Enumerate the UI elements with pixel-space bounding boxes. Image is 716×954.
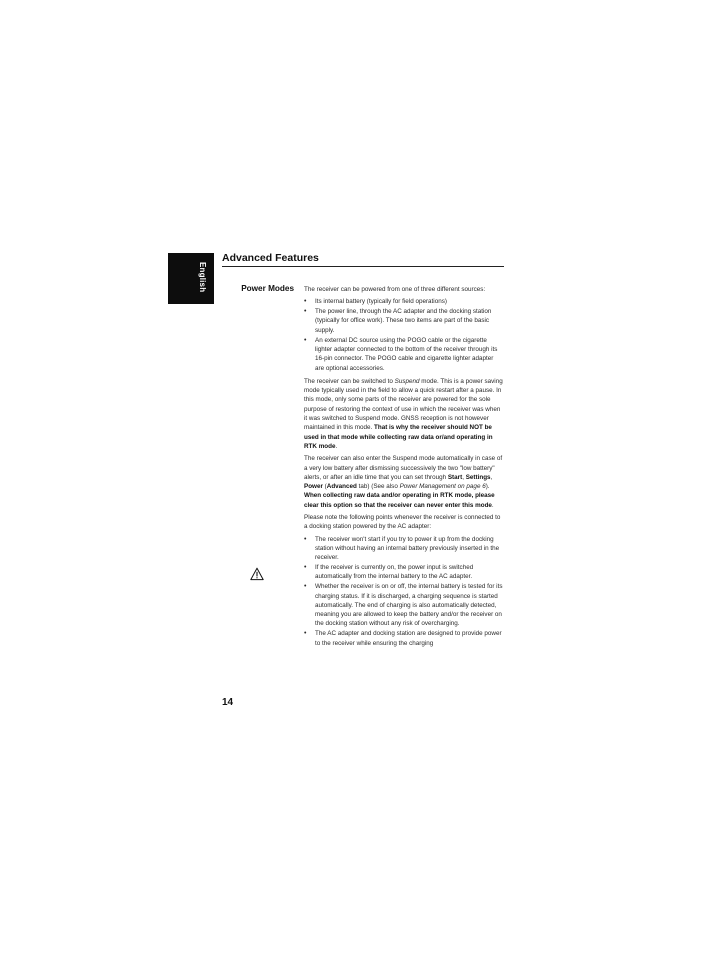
warning-triangle-icon [250,567,264,581]
section-heading: Power Modes [241,284,294,293]
language-tab-label: English [198,262,207,293]
docking-intro-paragraph: Please note the following points whenever the receiver is connected to a docking station powered by the AC adapter: [304,514,501,531]
list-item: • The power line, through the AC adapter and the docking station (typically for office work). These two items are part of the basic supply. [304,307,503,335]
power-sources-list [304,297,503,373]
language-tab [168,253,214,304]
page-number: 14 [222,697,234,708]
page-title: Advanced Features [222,252,319,264]
title-divider [222,266,504,267]
list-item: • If the receiver is currently on, the power input is switched automatically from the internal battery to the AC adapter. [304,563,503,582]
list-item: • An external DC source using the POGO cable or the cigarette lighter adapter connected to the bottom of the receiver through its 16-pin connector. The POGO cable and cigarette lighter adapter are optional accessories. [304,336,503,373]
body-content [304,285,503,652]
list-item: • Its internal battery (typically for field operations) [304,297,503,306]
list-item: • Whether the receiver is on or off, the internal battery is tested for its charging status. If it is discharged, a charging sequence is started automatically. The end of charging is also automatically detected, meaning you are allowed to keep the battery and/or the receiver on the docking station without any risk of overcharging. [304,582,503,628]
intro-paragraph: The receiver can be powered from one of three different sources: [304,286,486,293]
list-item: • The AC adapter and docking station are designed to provide power to the receiver while ensuring the charging [304,629,503,648]
list-item: • The receiver won't start if you try to power it up from the docking station without having an internal battery previously inserted in the receiver. [304,535,503,563]
suspend-mode-paragraph: The receiver can be switched to Suspend mode. This is a power saving mode typically used in the field to allow a quick restart after a pause. In this mode, only some parts of the receiver are powered for the sole purpose of restoring the context of use in which the receiver was when it was switched to Suspend mode. GNSS reception is not however maintained in this mode. That is why the receiver should NOT be used in that mode while collecting raw data or/and operating in RTK mode. [304,377,503,450]
auto-suspend-paragraph: The receiver can also enter the Suspend mode automatically in case of a very low battery after dismissing successively the two "low battery" alerts, or after an idle time that you can set through Start, Settings, Power (Advanced tab) (See also Power Management on page 6). When collecting raw data and/or operating in RTK mode, please clear this option so that the receiver can never enter this mode. [304,455,503,509]
docking-points-list [304,535,503,648]
cross-reference-link: Power Management on page 6 [399,483,486,491]
